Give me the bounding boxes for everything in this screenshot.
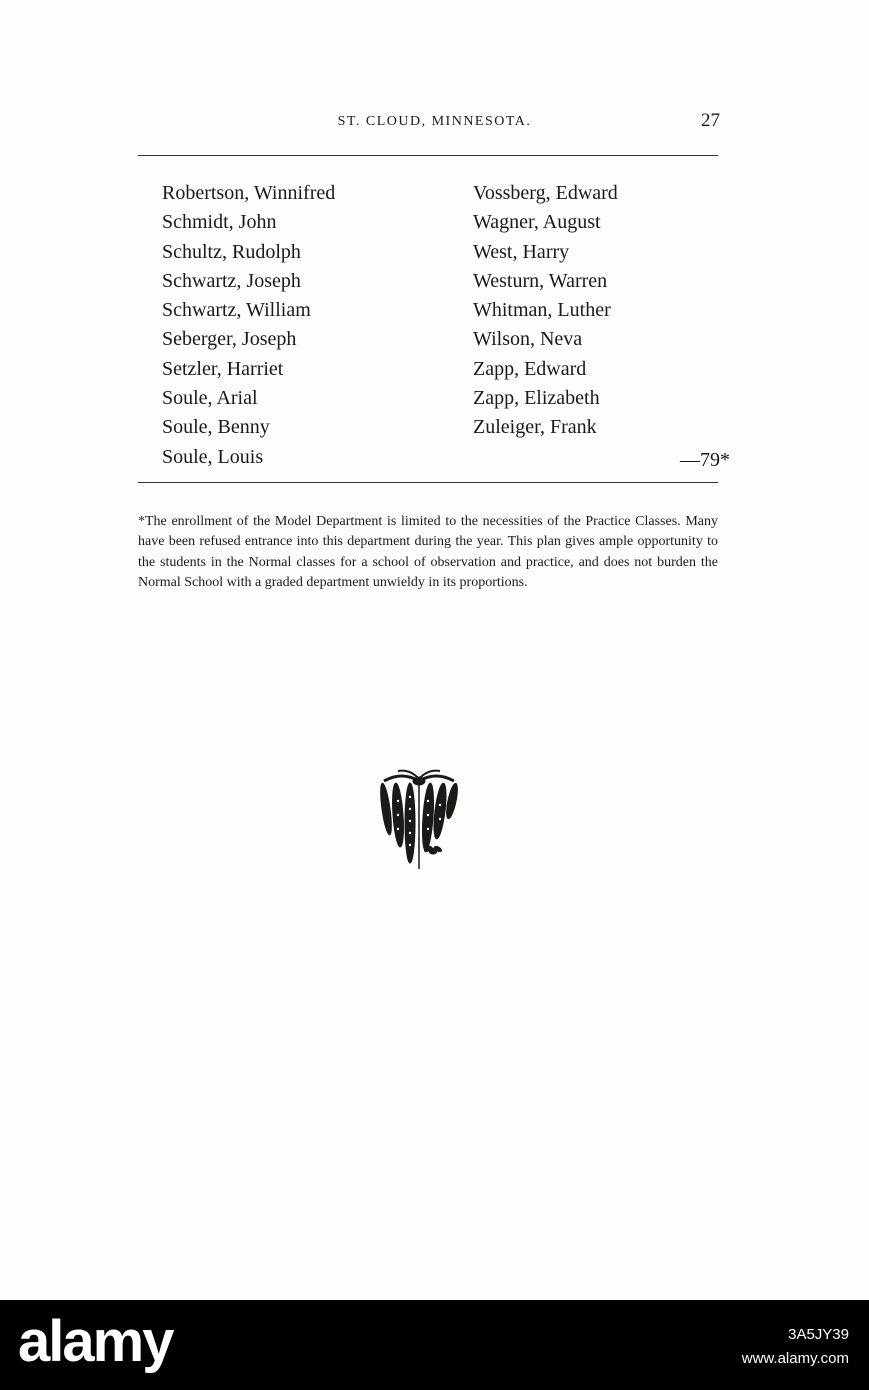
header-rule: [138, 155, 718, 156]
page-number: 27: [701, 110, 720, 131]
footnote-rule: [138, 482, 718, 483]
list-item: Zapp, Elizabeth: [473, 387, 600, 410]
list-item: Schwartz, Joseph: [162, 269, 301, 292]
list-item: Soule, Arial: [162, 387, 258, 410]
names-column-right: [473, 179, 618, 443]
list-item: West, Harry: [473, 240, 570, 263]
image-id: 3A5JY39: [788, 1326, 849, 1343]
footnote: *The enrollment of the Model Department is limited to the necessities of the Practice Classes. Many have been refused entrance into this department during the year. This plan gives ample opportunity to the students in the Normal classes for a school of observation and practice, and does not burden the Normal School with a graded department unwieldy in its proportions.: [138, 514, 718, 591]
running-head: ST. CLOUD, MINNESOTA.: [337, 114, 532, 129]
list-item: Schmidt, John: [162, 211, 277, 234]
list-item: Vossberg, Edward: [473, 182, 618, 204]
list-item: Schwartz, William: [162, 299, 311, 322]
fern-ornament-icon: [376, 767, 462, 875]
site-url: www.alamy.com: [741, 1350, 849, 1367]
list-item: Soule, Louis: [162, 445, 264, 468]
list-item: Whitman, Luther: [473, 299, 611, 322]
names-column-left: [162, 179, 335, 472]
brand-logo: alamy: [18, 1309, 173, 1374]
list-item: Seberger, Joseph: [162, 328, 297, 351]
list-item: Zuleiger, Frank: [473, 416, 597, 439]
list-item: Robertson, Winnifred: [162, 182, 336, 204]
list-item: Zapp, Edward: [473, 357, 587, 380]
watermark-banner: [0, 1300, 869, 1390]
list-item: Westurn, Warren: [473, 269, 608, 292]
enrollment-total: —79*: [680, 449, 730, 471]
list-item: Wilson, Neva: [473, 328, 583, 351]
list-item: Schultz, Rudolph: [162, 240, 301, 263]
list-item: Soule, Benny: [162, 416, 270, 439]
list-item: Wagner, August: [473, 211, 601, 234]
list-item: Setzler, Harriet: [162, 357, 284, 380]
